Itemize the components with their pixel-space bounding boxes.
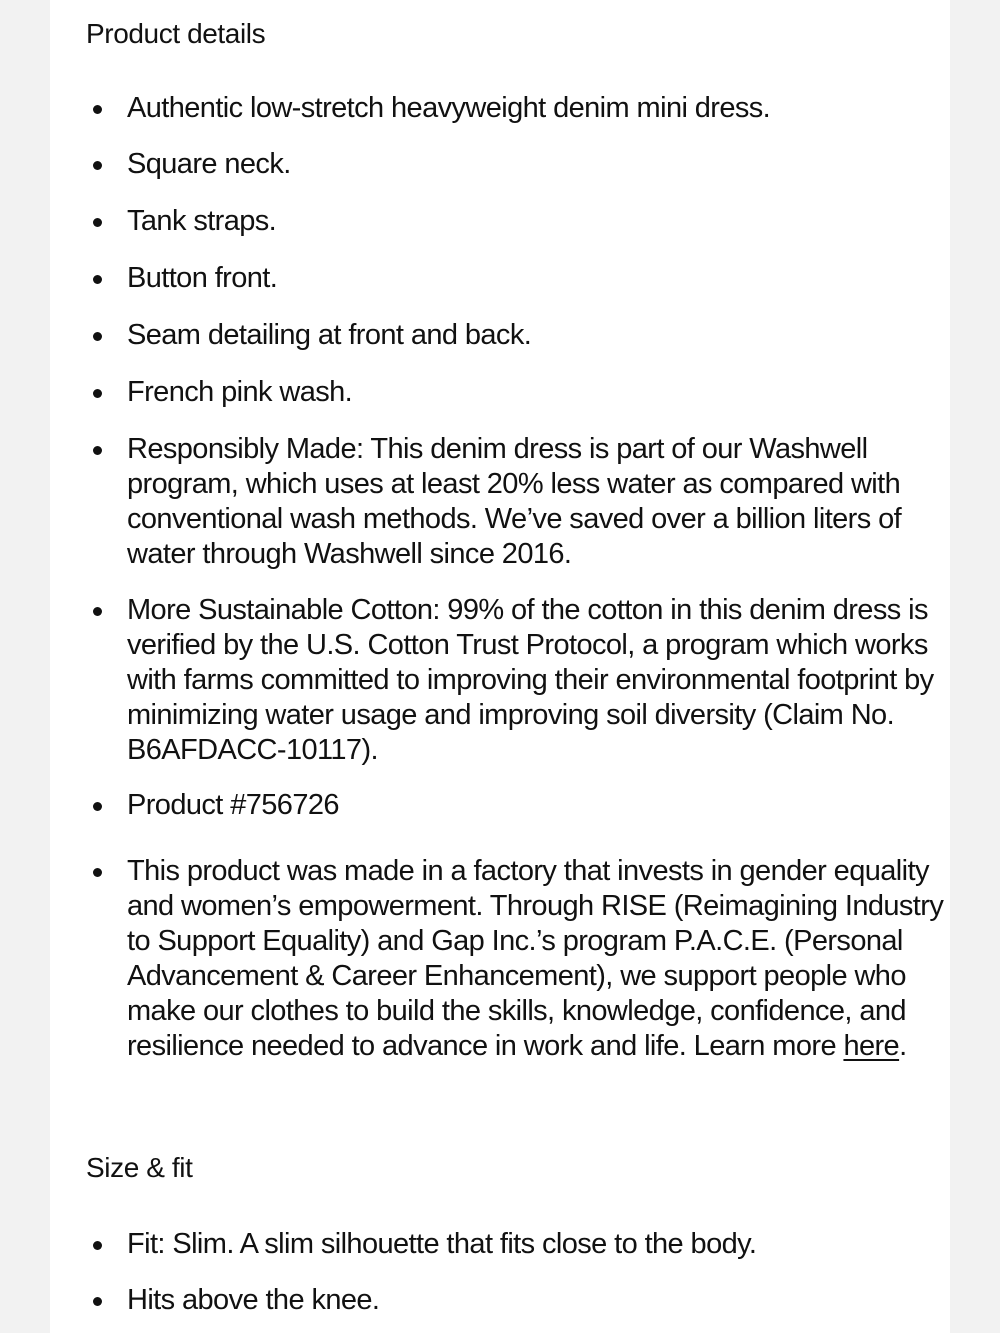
- list-item: Authentic low-stretch heavyweight denim mini dress.: [127, 91, 950, 126]
- product-info-panel: [50, 0, 950, 1333]
- learn-more-link[interactable]: here: [843, 1030, 900, 1062]
- rise-suffix: .: [899, 1030, 907, 1062]
- size-fit-heading[interactable]: Size & fit: [86, 1152, 193, 1183]
- list-item: Seam detailing at front and back.: [127, 318, 950, 353]
- list-item: French pink wash.: [127, 375, 950, 410]
- list-item: Hits above the knee.: [127, 1283, 950, 1318]
- list-item: Product #756726: [127, 788, 950, 823]
- list-item: More Sustainable Cotton: 99% of the cotton in this denim dress is verified by the U.S. Cotton Trust Protocol, a program which works with farms committed to improving their environmental footprint by minimizing water usage and improving soil diversity (Claim No. B6AFDACC-10117).: [127, 593, 950, 768]
- list-item: Button front.: [127, 261, 950, 296]
- list-item: Tank straps.: [127, 204, 950, 239]
- list-item: Square neck.: [127, 147, 950, 182]
- list-item-rise: [127, 854, 950, 1064]
- list-item: Responsibly Made: This denim dress is part of our Washwell program, which uses at least 20% less water as compared with conventional wash methods. We’ve saved over a billion liters of water through Washwell since 2016.: [127, 432, 950, 572]
- rise-text: This product was made in a factory that invests in gender equality and women’s empowerment. Through RISE (Reimagining Industry to Support Equality) and Gap Inc.’s program P.A.C.E. (Personal Advancement & Career Enhancement), we support people who make our clothes to build the skills, knowledge, confidence, and resilience needed to advance in work and life. Learn more: [127, 855, 944, 1062]
- list-item: Fit: Slim. A slim silhouette that fits close to the body.: [127, 1227, 950, 1262]
- product-details-heading[interactable]: Product details: [86, 18, 266, 49]
